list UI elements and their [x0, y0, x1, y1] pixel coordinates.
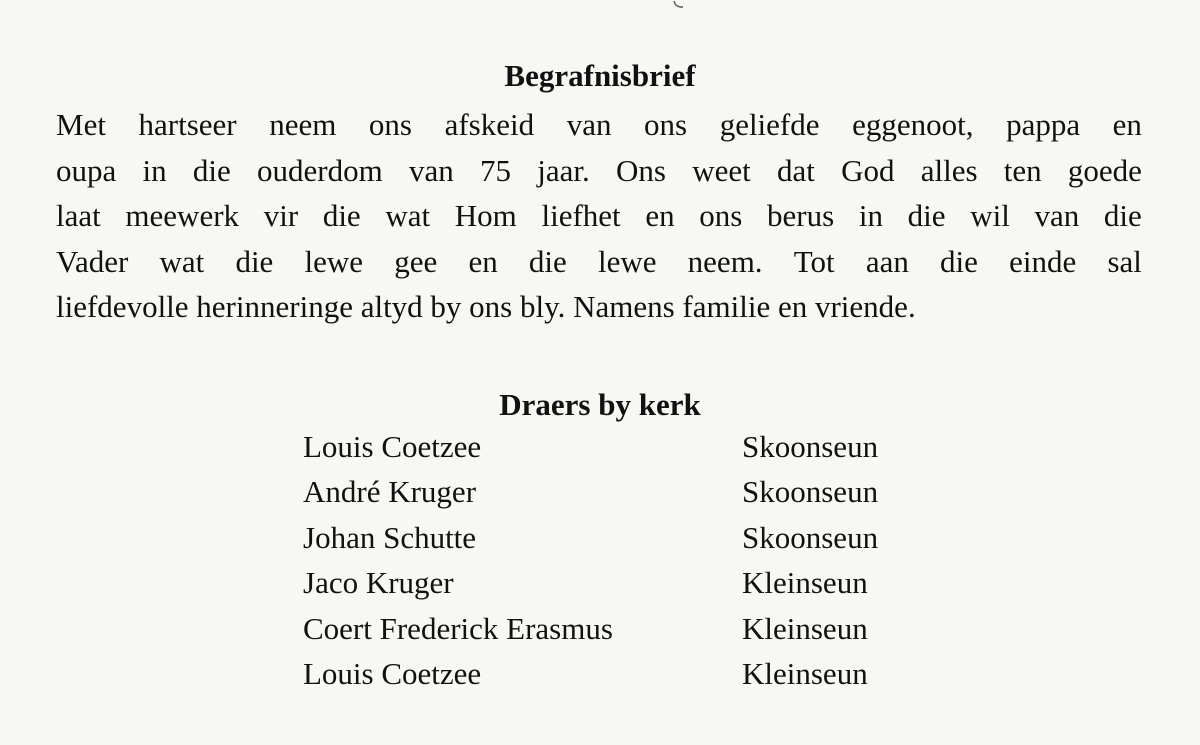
bearer-relation: Skoonseun [742, 429, 879, 464]
word: die [907, 198, 946, 233]
bearer-name: Jaco Kruger [303, 565, 454, 601]
word: lewe [597, 243, 657, 279]
bearer-row [303, 606, 1003, 651]
word: neem. [687, 243, 763, 279]
word: Tot [793, 243, 835, 279]
word: wat [385, 198, 431, 233]
word: die [528, 243, 567, 279]
bearer-row [303, 560, 1003, 605]
bearer-name: Johan Schutte [303, 519, 477, 555]
word: geliefde [719, 107, 820, 142]
word: Met [56, 107, 106, 142]
bearer-relation: Skoonseun [742, 519, 879, 555]
word: die [322, 198, 361, 233]
body-line-2 [56, 148, 1142, 194]
word: ten [1003, 152, 1042, 188]
word: die [1103, 198, 1142, 233]
word: eggenoot, [852, 107, 974, 142]
bearer-row [303, 651, 1003, 696]
word: jaar. [537, 152, 590, 188]
word: alles [920, 152, 978, 188]
word: meewerk [125, 198, 240, 233]
bearer-relation: Kleinseun [742, 655, 868, 691]
bearer-relation: Kleinseun [742, 610, 868, 646]
bearer-name: Louis Coetzee [303, 655, 482, 691]
bearers-heading: Draers by kerk [499, 387, 701, 422]
word: van [1034, 198, 1080, 233]
word: vir [263, 198, 299, 233]
bearer-row [303, 424, 1003, 469]
body-line-5: liefdevolle herinneringe altyd by ons bly. Namens familie en vriende. [56, 289, 916, 324]
page-title: Begrafnisbrief [504, 58, 696, 93]
word: ouderdom [257, 152, 383, 188]
word: neem [269, 107, 337, 142]
word: die [192, 152, 231, 188]
bearer-row [303, 515, 1003, 560]
word: die [940, 243, 978, 279]
word: en [468, 243, 498, 279]
word: ons [644, 107, 688, 142]
scan-mark [672, 0, 686, 10]
word: berus [767, 198, 835, 233]
word: liefhet [541, 198, 621, 233]
word: pappa [1006, 107, 1081, 142]
body-line-4 [56, 239, 1142, 285]
body-line-3 [56, 193, 1142, 239]
bearers-list [303, 424, 1003, 696]
word: dat [776, 152, 815, 188]
word: Vader [56, 243, 129, 279]
body-line-1 [56, 102, 1142, 148]
word: ons [368, 107, 412, 142]
word: 75 [479, 152, 511, 188]
word: oupa [56, 152, 117, 188]
word: wil [970, 198, 1010, 233]
word: lewe [304, 243, 364, 279]
word: Ons [615, 152, 666, 188]
word: goede [1067, 152, 1142, 188]
word: Hom [454, 198, 517, 233]
word: wat [159, 243, 205, 279]
bearer-name: Louis Coetzee [303, 429, 482, 464]
word: hartseer [138, 107, 237, 142]
word: en [645, 198, 675, 233]
bearer-relation: Kleinseun [742, 565, 868, 601]
bearer-name: Coert Frederick Erasmus [303, 610, 613, 646]
word: sal [1107, 243, 1142, 279]
word: God [841, 152, 895, 188]
word: afskeid [444, 107, 535, 142]
word: en [1112, 107, 1142, 142]
word: in [142, 152, 167, 188]
word: ons [699, 198, 743, 233]
word: in [858, 198, 883, 233]
bearer-relation: Skoonseun [742, 474, 879, 510]
word: aan [865, 243, 909, 279]
word: die [235, 243, 274, 279]
bearer-name: André Kruger [303, 474, 477, 510]
word: weet [692, 152, 751, 188]
bearer-row [303, 469, 1003, 514]
word: laat [56, 198, 101, 233]
word: einde [1009, 243, 1077, 279]
body-paragraph [56, 102, 1142, 330]
word: van [408, 152, 454, 188]
word: van [566, 107, 612, 142]
word: gee [394, 243, 438, 279]
